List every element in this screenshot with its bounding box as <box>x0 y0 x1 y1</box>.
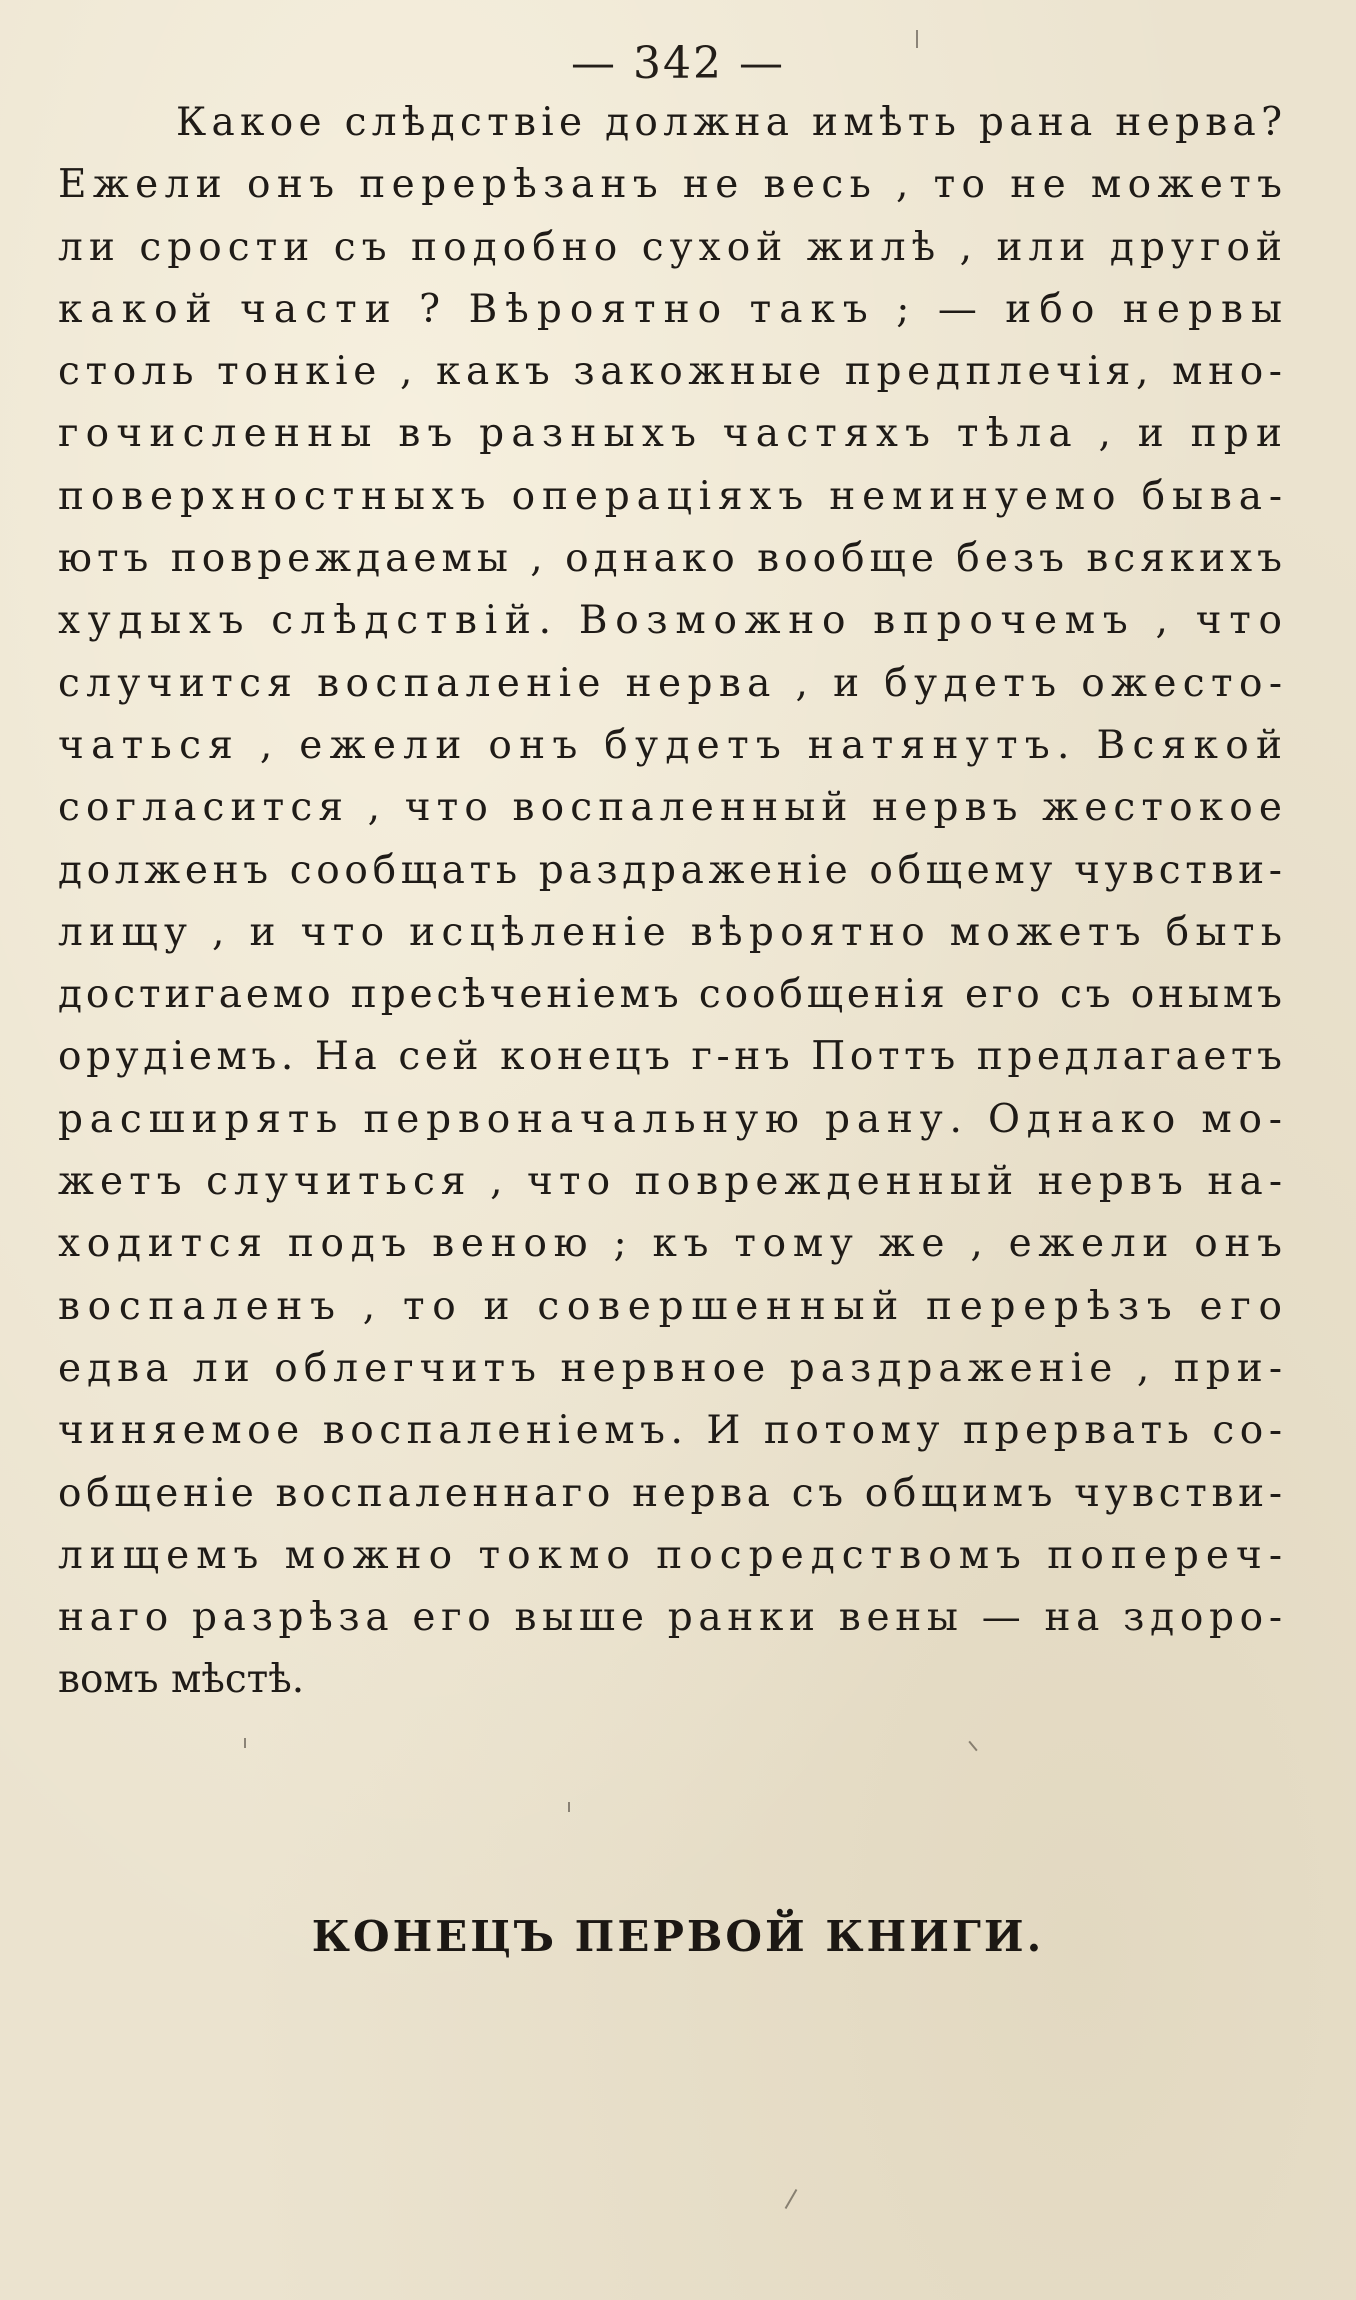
text-line: какой части ? Вѣроятно такъ ; — ибо нервы <box>58 286 1291 332</box>
paper-speck <box>244 1738 246 1748</box>
text-line: согласится , что воспаленный нервъ жестокое <box>58 785 1289 831</box>
end-of-book-heading: КОНЕЦЪ ПЕРВОЙ КНИГИ. <box>311 1912 1045 1961</box>
text-line: общеніе воспаленнаго нерва съ общимъ чувстви- <box>58 1470 1287 1516</box>
paper-speck <box>916 30 918 48</box>
text-line: столь тонкіе , какъ закожные предплечія, мно- <box>58 349 1288 395</box>
text-line: жетъ случиться , что поврежденный нервъ на- <box>58 1159 1289 1205</box>
text-line: воспаленъ , то и совершенный перерѣзъ его <box>58 1283 1290 1329</box>
text-line: ютъ повреждаемы , однако вообще безъ всякихъ <box>58 536 1287 582</box>
text-line: расширять первоначальную рану. Однако мо- <box>58 1096 1289 1142</box>
text-line: гочисленны въ разныхъ частяхъ тѣла , и при <box>58 411 1290 457</box>
text-line: лищемъ можно токмо посредствомъ попереч- <box>58 1532 1290 1578</box>
page-number: — 342 — <box>571 38 785 89</box>
text-line: чиняемое воспаленіемъ. И потому прервать со- <box>58 1408 1288 1454</box>
text-line: лищу , и что исцѣленіе вѣроятно можетъ быть <box>58 909 1289 955</box>
paper-speck <box>785 2189 798 2209</box>
text-line: поверхностныхъ операціяхъ неминуемо быва- <box>58 473 1289 519</box>
text-line: вомъ мѣстѣ. <box>58 1657 305 1703</box>
text-line: ли срости съ подобно сухой жилѣ , или другой <box>58 224 1289 270</box>
text-line: Какое слѣдствіе должна имѣть рана нерва? <box>176 100 1288 145</box>
paper-speck <box>968 1741 977 1751</box>
paper-speck <box>568 1802 570 1812</box>
text-line: Ежели онъ перерѣзанъ не весь , то не можетъ <box>58 162 1289 208</box>
text-line: худыхъ слѣдствій. Возможно впрочемъ , что <box>58 598 1290 644</box>
text-line: достигаемо пресѣченіемъ сообщенія его съ онымъ <box>58 972 1286 1018</box>
text-line: чаться , ежели онъ будетъ натянутъ. Всякой <box>58 722 1290 768</box>
text-line: орудіемъ. На сей конецъ г-нъ Поттъ предлагаетъ <box>58 1034 1287 1080</box>
body-paragraph <box>58 92 1291 1712</box>
text-line: долженъ сообщать раздраженіе общему чувстви- <box>58 847 1287 893</box>
text-line: случится воспаленіе нерва , и будетъ ожесто- <box>58 660 1289 706</box>
text-line: ходится подъ веною ; къ тому же , ежели онъ <box>58 1221 1289 1267</box>
text-line: наго разрѣза его выше ранки вены — на здоро- <box>58 1595 1288 1641</box>
text-line: едва ли облегчитъ нервное раздраженіе , при- <box>58 1345 1289 1391</box>
